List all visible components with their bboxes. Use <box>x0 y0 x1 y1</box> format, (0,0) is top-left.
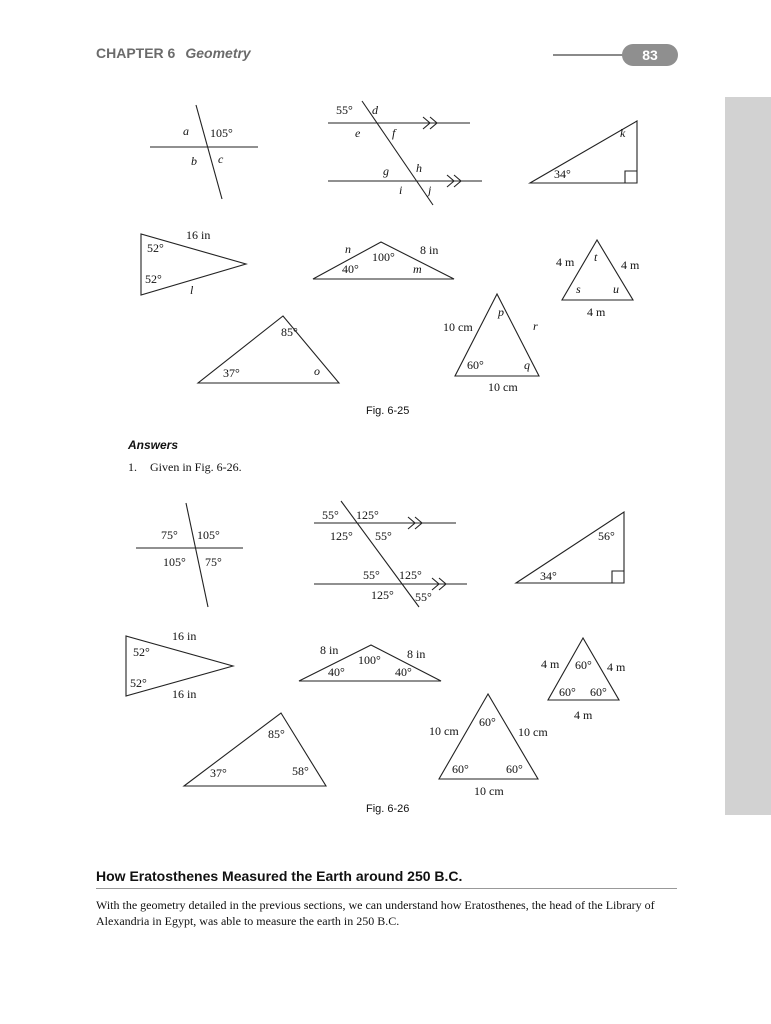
fig25-caption: Fig. 6-25 <box>366 405 410 417</box>
fig25-label-16in: 16 in <box>186 228 211 242</box>
fig25-label-s: s <box>576 282 581 296</box>
fig26-label-125-c: 125° <box>399 568 422 582</box>
fig26-label-4m-bottom: 4 m <box>574 708 593 722</box>
fig25-label-b: b <box>191 154 197 168</box>
fig25-label-10cm-left: 10 cm <box>443 320 473 334</box>
answers-title: Answers <box>128 438 179 452</box>
fig25-label-d: d <box>372 103 378 117</box>
fig25-label-h: h <box>416 161 422 175</box>
fig26-label-34: 34° <box>540 569 557 583</box>
answer-item-number: 1. <box>128 460 137 474</box>
fig25-label-10cm-bottom: 10 cm <box>488 380 518 394</box>
fig26-label-125-d: 125° <box>371 588 394 602</box>
fig25-label-4m-left: 4 m <box>556 255 575 269</box>
fig25-label-j: j <box>428 183 432 197</box>
fig25-label-37: 37° <box>223 366 240 380</box>
answer-item <box>128 460 242 475</box>
fig26-label-4m-left: 4 m <box>541 657 560 671</box>
fig26-label-52-bottom: 52° <box>130 676 147 690</box>
side-tab <box>725 97 771 815</box>
fig26-label-55-d: 55° <box>415 590 432 604</box>
answer-item-text: Given in Fig. 6-26. <box>150 460 242 474</box>
fig26-label-10cm-bottom: 10 cm <box>474 784 504 798</box>
fig25-label-105: 105° <box>210 126 233 140</box>
fig26-label-105-bottom: 105° <box>163 555 186 569</box>
fig25-label-4m-right: 4 m <box>621 258 640 272</box>
fig25-label-8in: 8 in <box>420 243 439 257</box>
fig26-label-55-a: 55° <box>322 508 339 522</box>
fig26-label-75-bottom: 75° <box>205 555 222 569</box>
fig26-label-16in-top: 16 in <box>172 629 197 643</box>
section-paragraph: With the geometry detailed in the previous sections, we can understand how Eratosthenes, the head of the Library of Alexandria in Egypt, was able to measure the earth in 250 B.C. <box>96 898 655 928</box>
figure-6-25 <box>0 97 725 407</box>
fig25-label-f: f <box>392 126 396 140</box>
fig26-label-37: 37° <box>210 766 227 780</box>
fig25-label-g: g <box>383 164 389 178</box>
fig25-label-40: 40° <box>342 262 359 276</box>
fig26-caption: Fig. 6-26 <box>366 803 410 815</box>
fig25-label-85: 85° <box>281 325 298 339</box>
fig25-label-55: 55° <box>336 103 353 117</box>
fig26-label-60-right: 60° <box>590 685 607 699</box>
fig26-label-125-a: 125° <box>356 508 379 522</box>
chapter-label: CHAPTER 6 <box>96 45 176 61</box>
fig25-label-t: t <box>594 250 598 264</box>
fig25-label-60: 60° <box>467 358 484 372</box>
fig26-label-55-c: 55° <box>363 568 380 582</box>
fig26-label-4m-right: 4 m <box>607 660 626 674</box>
fig26-label-55-b: 55° <box>375 529 392 543</box>
fig26-label-60-top: 60° <box>575 658 592 672</box>
chapter-title: Geometry <box>185 45 251 61</box>
header-rule <box>553 54 633 56</box>
fig25-label-q: q <box>524 358 530 372</box>
fig26-label-60-left-large: 60° <box>452 762 469 776</box>
fig26-label-10cm-right: 10 cm <box>518 725 548 739</box>
figure-6-26 <box>0 497 725 807</box>
fig26-label-40-left: 40° <box>328 665 345 679</box>
fig26-label-85: 85° <box>268 727 285 741</box>
section-rule <box>96 888 677 889</box>
chapter-header <box>96 45 251 61</box>
fig25-label-a: a <box>183 124 189 138</box>
fig25-label-m: m <box>413 262 422 276</box>
fig26-label-56: 56° <box>598 529 615 543</box>
fig26-label-8in-left: 8 in <box>320 643 339 657</box>
fig26-right-triangle <box>516 512 624 583</box>
fig26-label-75-top: 75° <box>161 528 178 542</box>
fig25-label-52-top: 52° <box>147 241 164 255</box>
fig26-label-52-top: 52° <box>133 645 150 659</box>
fig25-label-100: 100° <box>372 250 395 264</box>
fig25-label-i: i <box>399 183 403 197</box>
fig26-label-60-right-large: 60° <box>506 762 523 776</box>
fig26-label-8in-right: 8 in <box>407 647 426 661</box>
fig25-right-angle-mark <box>625 171 637 183</box>
page-number: 83 <box>622 44 678 66</box>
fig25-label-k: k <box>620 126 626 140</box>
fig25-label-l: l <box>190 283 194 297</box>
fig26-label-100: 100° <box>358 653 381 667</box>
fig26-label-60-left: 60° <box>559 685 576 699</box>
fig26-label-125-b: 125° <box>330 529 353 543</box>
fig25-label-p: p <box>498 305 504 319</box>
fig25-label-34: 34° <box>554 167 571 181</box>
fig26-label-105-top: 105° <box>197 528 220 542</box>
fig25-label-u: u <box>613 282 619 296</box>
section-heading: How Eratosthenes Measured the Earth around 250 B.C. <box>96 868 463 884</box>
fig25-label-r: r <box>533 319 538 333</box>
fig25-label-e: e <box>355 126 361 140</box>
fig25-label-c: c <box>218 152 224 166</box>
fig26-label-10cm-left: 10 cm <box>429 724 459 738</box>
fig26-label-58: 58° <box>292 764 309 778</box>
fig25-label-4m-bottom: 4 m <box>587 305 606 319</box>
fig26-label-16in-bottom: 16 in <box>172 687 197 701</box>
fig26-right-angle-mark <box>612 571 624 583</box>
fig26-label-40-right: 40° <box>395 665 412 679</box>
fig25-label-o: o <box>314 364 320 378</box>
fig26-label-60-top-large: 60° <box>479 715 496 729</box>
fig25-label-52-bottom: 52° <box>145 272 162 286</box>
fig25-label-n: n <box>345 242 351 256</box>
